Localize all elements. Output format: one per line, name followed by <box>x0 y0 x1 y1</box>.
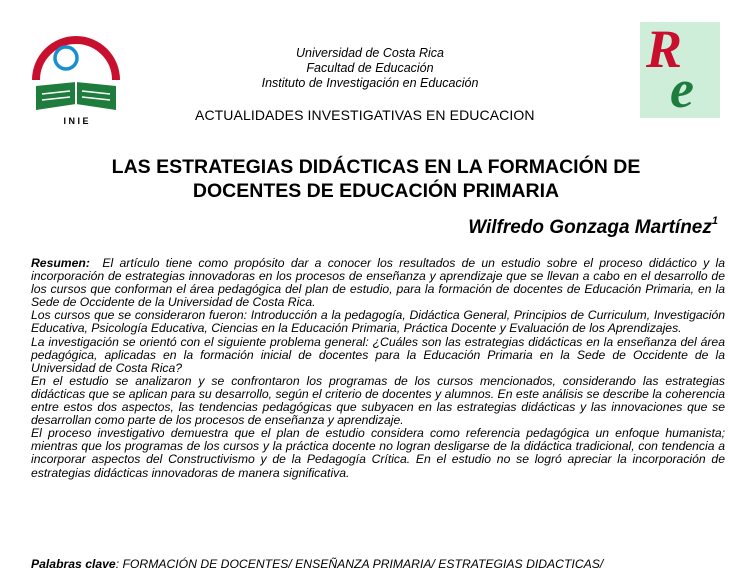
abstract-paragraph: En el estudio se analizaron y se confrontaron los programas de los cursos mencionados, considerando las estrategias didácticas que se aplican para su desarrollo, según el criterio de docentes y alumnos. En este análisis se describe la coherencia entre estos dos aspectos, las tendencias pedagógicas que subyacen en las estrategias didácticas y las innovaciones que se desarrollan como parte de los procesos de enseñanza y aprendizaje. <box>31 373 725 428</box>
author-text: Wilfredo Gonzaga Martínez <box>468 217 712 238</box>
author-name <box>468 217 718 239</box>
keywords-label: Palabras clave <box>31 557 116 571</box>
keywords <box>31 557 603 571</box>
institute-name: Instituto de Investigación en Educación <box>261 76 479 90</box>
abstract-paragraph: Los cursos que se consideraron fueron: Introducción a la pedagogía, Didáctica General, Principios de Curriculum, Investigación Educativa, Psicología Educativa, Ciencias en la Educación Primaria, Práctica Docente y Evaluación de los Aprendizajes. <box>31 308 725 336</box>
inie-logo <box>30 34 122 126</box>
keywords-text: : FORMACIÓN DE DOCENTES/ ENSEÑANZA PRIMARIA/ ESTRATEGIAS DIDACTICAS/ <box>115 557 604 571</box>
article-title-line-2: DOCENTES DE EDUCACIÓN PRIMARIA <box>192 180 560 202</box>
abstract-label: Resumen: <box>31 256 90 270</box>
abstract-paragraph: La investigación se orientó con el siguiente problema general: ¿Cuáles son las estrategias didácticas en la enseñanza del área pedagógica, aplicadas en la formación inicial de docentes para la Educación Primaria en la Sede de Occidente de la Universidad de Costa Rica? <box>31 334 725 375</box>
faculty-name: Facultad de Educación <box>306 61 434 75</box>
abstract-paragraph <box>31 257 725 309</box>
journal-name: ACTUALIDADES INVESTIGATIVAS EN EDUCACION <box>195 107 535 123</box>
journal-logo <box>640 19 720 119</box>
abstract-paragraph-text: El artículo tiene como propósito dar a conocer los resultados de un estudio sobre el proceso didáctico y la incorporación de estrategias innovadoras en los procesos de enseñanza y aprendizaje que se llevan a cabo en el desarrollo de los cursos que conforman el área pedagógica del plan de estudio, para la formación de docentes de Educación Primaria, en la Sede de Occidente de la Universidad de Costa Rica. <box>31 256 725 310</box>
journal-logo-r: R <box>646 19 683 79</box>
article-title-line-1: LAS ESTRATEGIAS DIDÁCTICAS EN LA FORMACIÓN DE <box>111 156 641 178</box>
abstract <box>31 257 725 480</box>
abstract-paragraph: El proceso investigativo demuestra que el plan de estudio considera como referencia pedagógica un enfoque humanista; mientras que los programas de los cursos y la práctica docente no logran desligarse de la didáctica tradicional, con tendencia a incorporar aspectos del Constructivismo y de la Pedagogía Crítica. En el estudio no se logró apreciar la incorporación de estrategias didácticas innovadoras de manera significativa. <box>31 426 725 480</box>
inie-logo-label: I N I E <box>63 116 89 126</box>
university-name: Universidad de Costa Rica <box>296 46 444 60</box>
author-footnote-marker[interactable]: 1 <box>711 215 718 227</box>
journal-logo-e: e <box>670 59 694 119</box>
